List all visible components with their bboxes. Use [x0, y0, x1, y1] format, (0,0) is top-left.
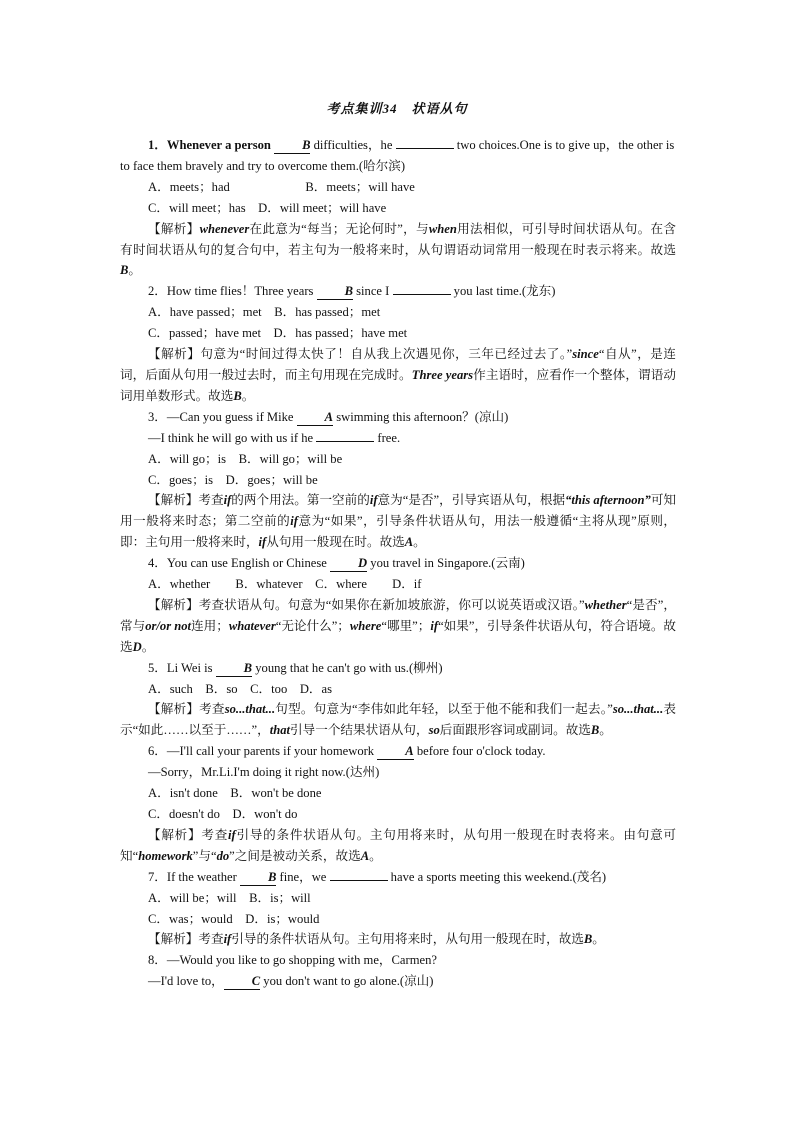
question-3-answer: A — [297, 410, 333, 426]
analysis-text: 。 — [128, 263, 141, 278]
analysis-text: 。 — [599, 723, 612, 738]
question-3 — [120, 407, 676, 428]
analysis-text: 意为“如果”，引导条件状语从句，用法一般遵循“主将从现”原则，即：主句用一般将来时， — [120, 514, 677, 550]
analysis-keyword: whatever — [228, 618, 276, 633]
analysis-keyword: if — [258, 535, 267, 550]
analysis-keyword: or/or not — [145, 618, 192, 633]
analysis-text: “自从”，是连词，后面从句用一般过去时，而主句用现在完成时。 — [120, 347, 676, 382]
question-6-analysis — [120, 825, 676, 867]
question-7 — [120, 867, 676, 888]
question-6 — [120, 741, 676, 762]
question-7-blank — [330, 867, 388, 881]
question-2-options-2: C．passed；have met D．has passed；have met — [148, 326, 408, 341]
question-3-line-2-b: free. — [374, 430, 401, 445]
question-6-line-2: —Sorry，Mr.Li.I'm doing it right now.(达州) — [148, 765, 380, 780]
analysis-text: “是否”，常与 — [120, 597, 676, 633]
analysis-keyword: do — [216, 848, 230, 863]
question-2-blank — [393, 281, 451, 295]
question-5-answer: B — [216, 661, 252, 677]
analysis-text: 【解析】考查 — [148, 827, 229, 842]
question-3-analysis — [120, 490, 676, 553]
analysis-text: “哪里”； — [381, 618, 431, 633]
question-2-text-b: since I — [352, 284, 393, 299]
question-4-analysis — [120, 595, 676, 658]
question-3-text-b: swimming this afternoon？(凉山) — [333, 409, 509, 424]
question-1-text-c: two choices.One is to give up，the other is to face them bravely and try to overcome them.(哈尔滨) — [120, 138, 675, 173]
question-1-analysis — [120, 219, 676, 282]
analysis-text: 从句用一般现在时。故选 — [266, 535, 405, 550]
question-1-blank — [396, 135, 454, 149]
question-3-line-2 — [120, 428, 676, 449]
analysis-keyword: A — [404, 535, 414, 550]
analysis-text: 引导的条件状语从句。主句用将来时，从句用一般现在时，故选 — [231, 932, 584, 947]
analysis-text: 【解析】考查 — [148, 493, 224, 508]
analysis-text: 可知用一般将来时态；第二空前的 — [120, 493, 677, 529]
question-3-options-2: C．goes；is D．goes；will be — [148, 472, 318, 487]
question-2-answer: B — [317, 284, 353, 300]
question-5-analysis — [120, 699, 676, 741]
question-4 — [120, 553, 676, 574]
question-6-options-1: A．isn't done B．won't be done — [148, 786, 322, 801]
analysis-keyword: since — [572, 347, 599, 362]
analysis-text: 连用； — [191, 618, 229, 633]
question-2-options-1: A．have passed；met B．has passed；met — [148, 305, 381, 320]
question-2-analysis — [120, 344, 676, 407]
analysis-keyword: homework — [138, 848, 193, 863]
analysis-text: 。 — [141, 639, 155, 654]
analysis-text: 【解析】句意为“时间过得太快了！自从我上次遇见你，三年已经过去了。” — [148, 347, 573, 362]
analysis-keyword: when — [428, 221, 457, 236]
analysis-keyword: B — [120, 263, 129, 278]
question-7-analysis — [120, 929, 676, 950]
analysis-text: 意为“是否”，引导宾语从句，根据 — [377, 493, 566, 508]
analysis-keyword: if — [228, 827, 236, 842]
analysis-keyword: if — [223, 932, 232, 947]
question-2-text-c: you last time.(龙东) — [450, 284, 556, 299]
analysis-text: “如果”，引导条件状语从句，符合语境。故选 — [120, 618, 677, 654]
analysis-keyword: whether — [584, 597, 627, 612]
analysis-keyword: so — [428, 723, 440, 738]
analysis-text: 【解析】 — [148, 221, 200, 236]
question-1 — [120, 135, 676, 177]
analysis-keyword: whenever — [199, 221, 250, 236]
analysis-text: 在此意为“每当；无论何时”，与 — [249, 221, 429, 236]
question-list — [120, 135, 676, 992]
analysis-text: 引导一个结果状语从句， — [290, 723, 429, 738]
analysis-text: ”与“ — [192, 848, 217, 863]
analysis-keyword: if — [430, 618, 439, 633]
analysis-keyword: if — [223, 493, 232, 508]
analysis-text: 句型。句意为“李伟如此年轻，以至于他不能和我们一起去。” — [275, 702, 613, 717]
question-3-lead: 3．—Can you guess if Mike — [148, 409, 297, 424]
analysis-keyword: so...that... — [612, 702, 664, 717]
question-8-lead: —I'd love to， — [148, 974, 224, 989]
question-7-text-c: have a sports meeting this weekend.(茂名) — [387, 869, 607, 884]
question-4-lead: 4．You can use English or Chinese — [148, 556, 331, 571]
analysis-text: 【解析】考查 — [148, 932, 224, 947]
question-8-answer: C — [224, 974, 260, 990]
question-7-options-2: C．was；would D．is；would — [148, 911, 320, 926]
analysis-text: 表示“如此……以至于……”， — [120, 702, 677, 738]
question-1-options-1: A．meets；had B．meets；will have — [148, 179, 415, 194]
analysis-keyword: so...that... — [224, 702, 276, 717]
analysis-keyword: B — [583, 932, 593, 947]
question-8-line-2 — [120, 971, 676, 992]
question-5-text-b: young that he can't go with us.(柳州) — [252, 660, 443, 675]
analysis-keyword: where — [349, 618, 382, 633]
analysis-keyword: that — [269, 723, 291, 738]
analysis-text: “无论什么”； — [275, 618, 350, 633]
question-3-blank — [316, 428, 374, 442]
question-1-text-b: difficulties，he — [310, 138, 396, 152]
question-3-line-2-a: —I think he will go with us if he — [148, 430, 317, 445]
question-5 — [120, 658, 676, 679]
question-7-options-1: A．will be；will B．is；will — [148, 890, 311, 905]
analysis-text: ”之间是被动关系，故选 — [229, 848, 361, 863]
analysis-text: 作主语时，应看作一个整体，谓语动词用单数形式。故选 — [120, 367, 676, 403]
analysis-text: 。 — [241, 388, 255, 403]
question-6-answer: A — [377, 744, 413, 760]
question-6-lead: 6．—I'll call your parents if your homework — [148, 744, 378, 759]
question-1-lead: 1．Whenever a person — [148, 138, 275, 152]
analysis-keyword: D — [132, 639, 142, 654]
question-8-text-b: you don't want to go alone.(凉山) — [260, 974, 434, 989]
analysis-text: 用法相似，可引导时间状语从句。在含有时间状语从句的复合句中，若主句为一般将来时，从句谓语动词常用一般现在时表示将来。故选 — [120, 221, 677, 257]
question-1-options-2: C．will meet；has D．will meet；will have — [148, 200, 387, 215]
question-2 — [120, 281, 676, 302]
analysis-text: 。 — [369, 848, 382, 863]
question-8: 8．—Would you like to go shopping with me，Carmen? — [148, 953, 437, 968]
question-1-answer: B — [274, 138, 310, 154]
analysis-text: 的两个用法。第一空前的 — [231, 493, 370, 508]
analysis-keyword: B — [233, 388, 242, 403]
question-7-answer: B — [240, 870, 276, 886]
analysis-keyword: if — [369, 493, 378, 508]
question-5-lead: 5．Li Wei is — [148, 660, 216, 675]
analysis-text: 【解析】考查 — [148, 702, 225, 717]
question-7-text-b: fine，we — [276, 869, 330, 884]
page-title: 考点集训34 状语从句 — [326, 101, 468, 116]
analysis-text: 【解析】考查状语从句。句意为“如果你在新加坡旅游，你可以说英语或汉语。” — [148, 597, 585, 612]
analysis-keyword: A — [360, 848, 370, 863]
question-4-text-b: you travel in Singapore.(云南) — [367, 556, 525, 571]
question-7-lead: 7．If the weather — [148, 869, 240, 884]
question-5-options-1: A．such B．so C．too D．as — [148, 681, 333, 696]
analysis-text: 。 — [592, 932, 605, 947]
analysis-text: 后面跟形容词或副词。故选 — [439, 723, 591, 738]
analysis-keyword: B — [590, 723, 600, 738]
question-4-answer: D — [330, 556, 367, 572]
analysis-keyword: if — [290, 514, 298, 529]
question-6-text-b: before four o'clock today. — [413, 744, 546, 759]
analysis-keyword: “this afternoon” — [565, 493, 651, 508]
question-2-lead: 2．How time flies！Three years — [148, 284, 317, 299]
question-3-options-1: A．will go；is B．will go；will be — [148, 451, 343, 466]
analysis-keyword: Three years — [411, 367, 474, 382]
question-6-options-2: C．doesn't do D．won't do — [148, 807, 298, 821]
question-4-options-1: A．whether B．whatever C．where D．if — [148, 577, 422, 592]
analysis-text: 引导的条件状语从句。主句用将来时，从句用一般现在时表将来。由句意可知“ — [120, 827, 677, 863]
analysis-text: 。 — [413, 535, 426, 550]
